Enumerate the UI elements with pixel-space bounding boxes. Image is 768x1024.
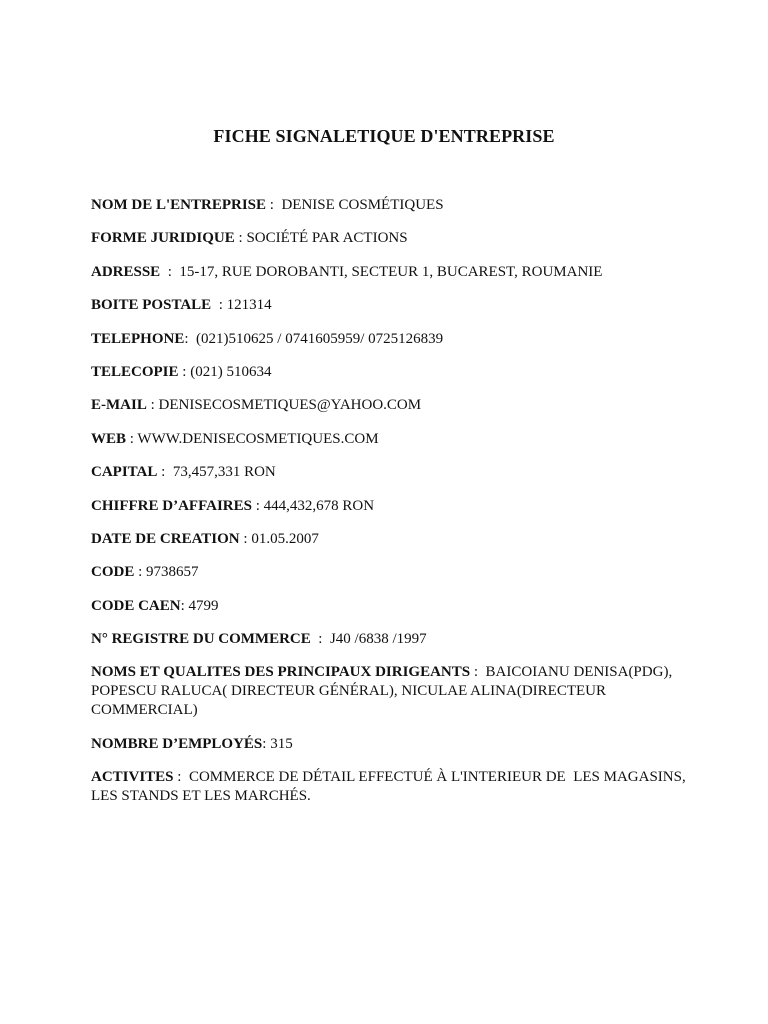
- field-separator: :: [173, 769, 189, 786]
- field-separator: :: [262, 735, 271, 752]
- field-value: WWW.DENISECOSMETIQUES.COM: [137, 430, 379, 447]
- field-main-executives: [91, 663, 691, 720]
- field-value: 73,457,331 RON: [172, 464, 276, 481]
- field-value: 315: [270, 735, 293, 752]
- field-value: DENISECOSMETIQUES@YAHOO.COM: [158, 397, 422, 414]
- field-separator: :: [134, 564, 147, 581]
- field-value: BAICOIANU DENISA(PDG), POPESCU RALUCA( DIRECTEUR GÉNÉRAL), NICULAE ALINA(DIRECTEUR COMMERCIAL): [91, 664, 676, 719]
- field-separator: :: [310, 631, 330, 648]
- field-value: 9738657: [146, 564, 199, 581]
- field-trade-register: [91, 630, 691, 649]
- field-label: CAPITAL: [91, 464, 158, 481]
- field-po-box: [91, 296, 691, 315]
- field-email: [91, 396, 691, 415]
- field-label: E-MAIL: [91, 397, 147, 414]
- field-label: ADRESSE: [91, 263, 161, 280]
- field-value: COMMERCE DE DÉTAIL EFFECTUÉ À L'INTERIEUR DE LES MAGASINS, LES STANDS ET LES MARCHÉS.: [91, 769, 690, 805]
- field-separator: :: [157, 464, 173, 481]
- field-value: 121314: [226, 297, 272, 314]
- field-label: CODE: [91, 564, 135, 581]
- field-separator: :: [180, 597, 189, 614]
- field-label: ACTIVITES: [91, 769, 174, 786]
- field-separator: :: [234, 230, 247, 247]
- field-separator: :: [239, 530, 252, 547]
- field-label: CHIFFRE D’AFFAIRES: [91, 497, 252, 514]
- field-capital: [91, 463, 691, 482]
- document-title: FICHE SIGNALETIQUE D'ENTREPRISE: [213, 126, 555, 146]
- field-company-name: [91, 196, 691, 215]
- field-value: DENISE COSMÉTIQUES: [281, 197, 444, 213]
- field-label: WEB: [91, 430, 127, 447]
- field-label: TELEPHONE: [91, 330, 185, 347]
- field-separator: :: [146, 397, 159, 414]
- field-value: (021) 510634: [190, 363, 272, 380]
- field-label: NOM DE L'ENTREPRISE: [91, 197, 267, 213]
- field-activities: [91, 768, 691, 806]
- field-value: 15-17, RUE DOROBANTI, SECTEUR 1, BUCAREST, ROUMANIE: [179, 263, 603, 280]
- company-fields: [91, 196, 691, 821]
- field-value: J40 /6838 /1997: [329, 631, 427, 648]
- field-label: FORME JURIDIQUE: [91, 230, 235, 247]
- field-fax: [91, 363, 691, 382]
- field-value: SOCIÉTÉ PAR ACTIONS: [246, 230, 408, 247]
- field-value: 444,432,678 RON: [263, 497, 375, 514]
- field-label: NOMS ET QUALITES DES PRINCIPAUX DIRIGEANTS: [91, 664, 471, 681]
- field-label: NOMBRE D’EMPLOYÉS: [91, 735, 263, 752]
- field-turnover: [91, 497, 691, 516]
- field-caen-code: [91, 597, 691, 616]
- field-separator: :: [178, 363, 191, 380]
- field-separator: :: [266, 197, 282, 213]
- field-label: DATE DE CREATION: [91, 530, 240, 547]
- field-legal-form: [91, 229, 691, 248]
- field-label: TELECOPIE: [91, 363, 179, 380]
- field-separator: :: [251, 497, 264, 514]
- field-separator: :: [160, 263, 180, 280]
- field-separator: :: [470, 664, 486, 681]
- field-employee-count: [91, 735, 691, 754]
- field-separator: :: [184, 330, 197, 347]
- field-value: 4799: [188, 597, 219, 614]
- field-separator: :: [126, 430, 138, 447]
- field-creation-date: [91, 530, 691, 549]
- field-code: [91, 563, 691, 582]
- field-telephone: [91, 330, 691, 349]
- field-label: BOITE POSTALE: [91, 297, 212, 314]
- field-label: CODE CAEN: [91, 597, 181, 614]
- field-web: [91, 430, 691, 449]
- field-value: (021)510625 / 0741605959/ 0725126839: [196, 330, 444, 347]
- field-address: [91, 263, 691, 282]
- field-label: N° REGISTRE DU COMMERCE: [91, 631, 311, 648]
- field-value: 01.05.2007: [251, 530, 319, 547]
- field-separator: :: [211, 297, 227, 314]
